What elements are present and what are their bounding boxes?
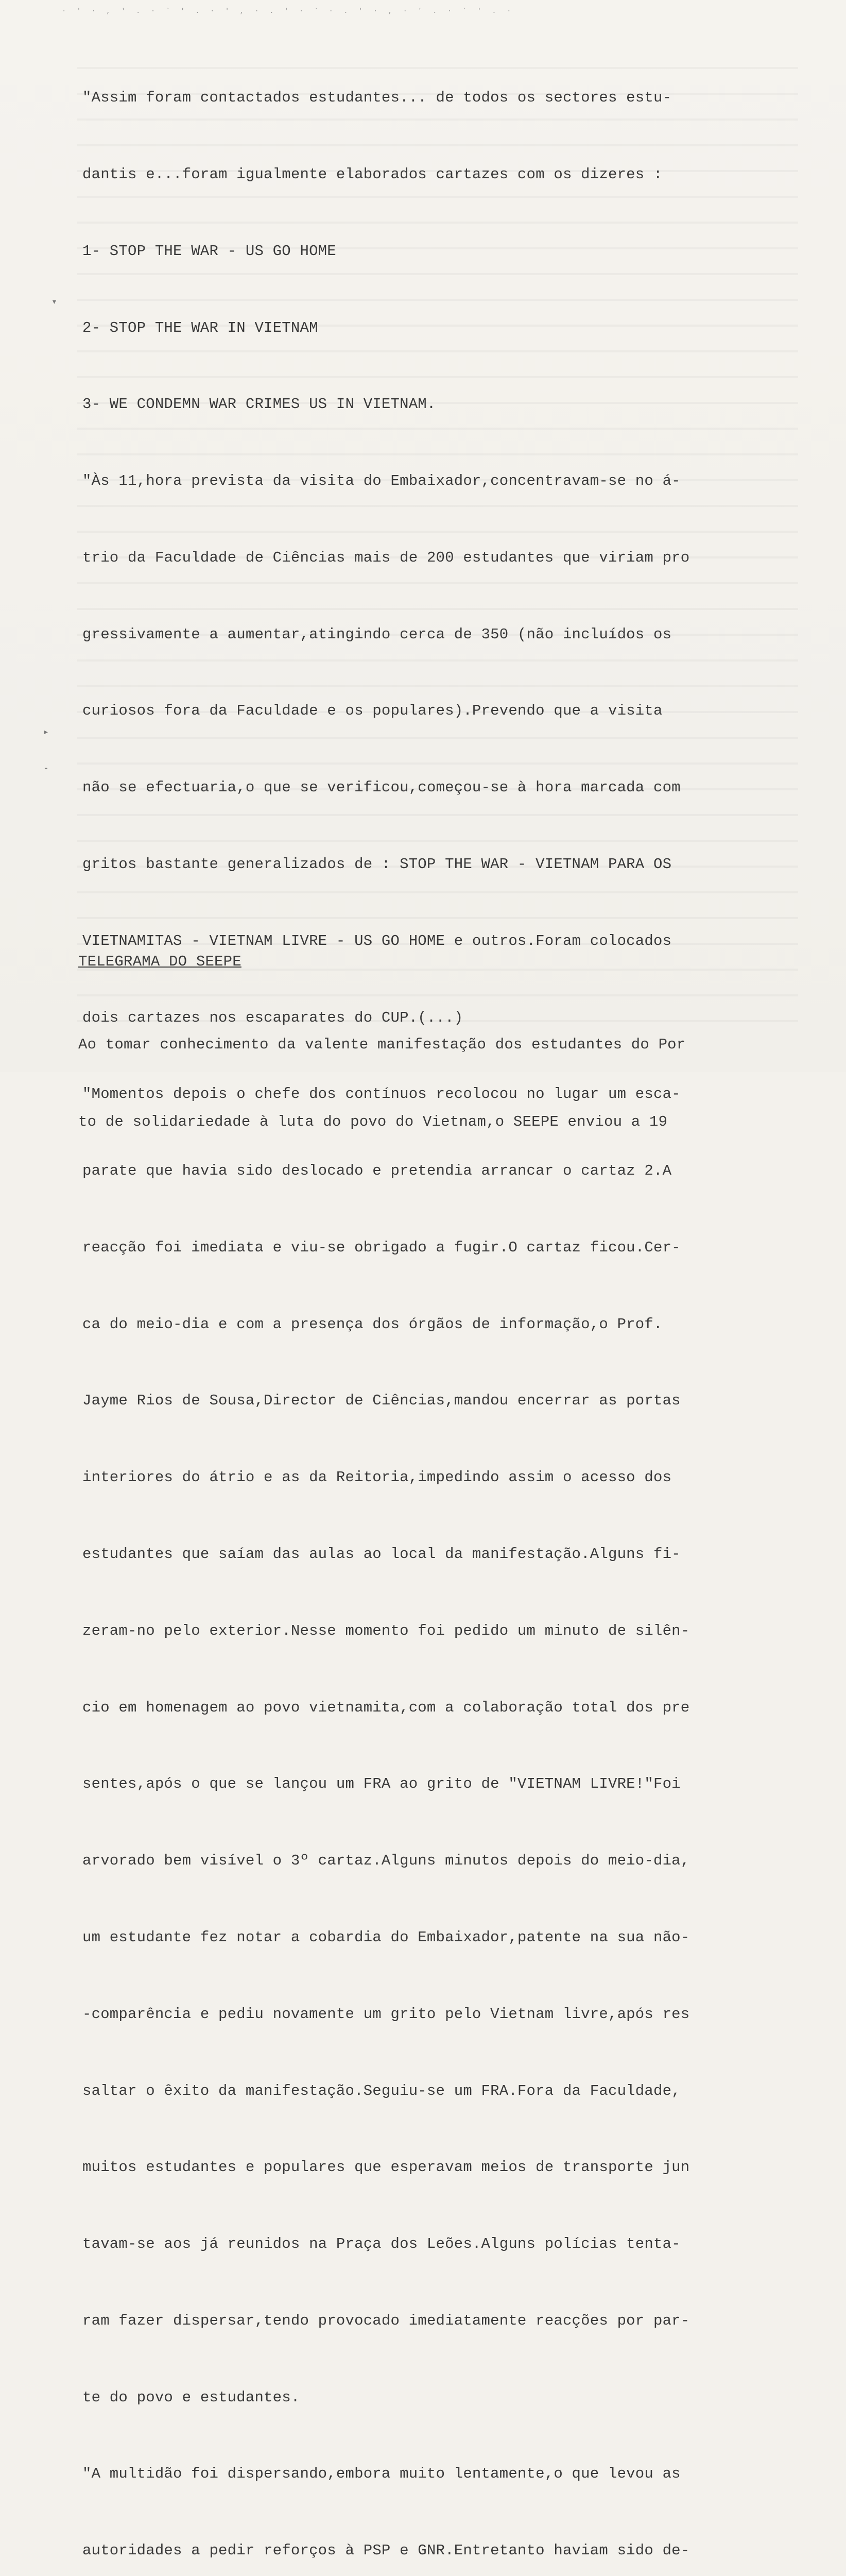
text-line: curiosos fora da Faculdade e os populares).Prevendo que a visita	[82, 702, 663, 720]
text-line: dantis e...foram igualmente elaborados cartazes com os dizeres :	[82, 165, 663, 183]
text-line: cio em homenagem ao povo vietnamita,com a colaboração total dos pre	[82, 1699, 690, 1716]
closing-text	[78, 980, 794, 1186]
text-line: autoridades a pedir reforços à PSP e GNR.Entretanto haviam sido de-	[82, 2542, 690, 2560]
text-line: "Assim foram contactados estudantes... de todos os sectores estu-	[82, 89, 672, 107]
text-line: sentes,após o que se lançou um FRA ao grito de "VIETNAM LIVRE!"Foi	[82, 1775, 681, 1793]
text-line: arvorado bem visível o 3º cartaz.Alguns minutos depois do meio-dia,	[82, 1852, 690, 1870]
text-line: -comparência e pediu novamente um grito pelo Vietnam livre,após res	[82, 2005, 690, 2023]
text-line: estudantes que saíam das aulas ao local da manifestação.Alguns fi-	[82, 1546, 681, 1563]
text-line: tavam-se aos já reunidos na Praça dos Leões.Alguns polícias tenta-	[82, 2235, 681, 2253]
text-line: gressivamente a aumentar,atingindo cerca de 350 (não incluídos os	[82, 625, 672, 643]
text-line: 3- WE CONDEMN WAR CRIMES US IN VIETNAM.	[82, 396, 436, 413]
text-line: "Às 11,hora prevista da visita do Embaixador,concentravam-se no á-	[82, 472, 681, 490]
text-line: te do povo e estudantes.	[82, 2388, 300, 2406]
text-line: um estudante fez notar a cobardia do Embaixador,patente na sua não-	[82, 1928, 690, 1946]
text-line: 1- STOP THE WAR - US GO HOME	[82, 242, 336, 260]
margin-mark: ▸	[43, 727, 49, 738]
text-line: "Momentos depois o chefe dos contínuos recolocou no lugar um esca-	[82, 1086, 681, 1103]
margin-mark: -	[43, 764, 49, 774]
text-line: dois cartazes nos escaparates do CUP.(...)	[82, 1009, 463, 1026]
text-line: não se efectuaria,o que se verificou,começou-se à hora marcada com	[82, 779, 681, 796]
text-line: to de solidariedade à luta do povo do Vietnam,o SEEPE enviou a 19	[78, 1113, 668, 1130]
text-line: trio da Faculdade de Ciências mais de 200 estudantes que viriam pro	[82, 549, 690, 566]
text-line: 2- STOP THE WAR IN VIETNAM	[82, 319, 318, 336]
body-text	[82, 34, 793, 2576]
section-heading: TELEGRAMA DO SEEPE	[78, 953, 241, 970]
text-line: muitos estudantes e populares que esperavam meios de transporte jun	[82, 2159, 690, 2176]
text-line: Ao tomar conhecimento da valente manifestação dos estudantes do Por	[78, 1036, 686, 1053]
text-line: interiores do átrio e as da Reitoria,impedindo assim o acesso dos	[82, 1469, 672, 1486]
text-line: ram fazer dispersar,tendo provocado imediatamente reacções por par-	[82, 2312, 690, 2329]
top-edge-marks: · ' · , ' . · ` ' . · ' , · . ' · ` · . ' · , · ' . · ` ' . ·	[62, 7, 514, 15]
text-line: saltar o êxito da manifestação.Seguiu-se um FRA.Fora da Faculdade,	[82, 2082, 681, 2099]
text-line: parate que havia sido deslocado e pretendia arrancar o cartaz 2.A	[82, 1162, 672, 1180]
text-line: zeram-no pelo exterior.Nesse momento foi pedido um minuto de silên-	[82, 1622, 690, 1639]
text-line: "A multidão foi dispersando,embora muito lentamente,o que levou as	[82, 2465, 681, 2483]
text-line: Jayme Rios de Sousa,Director de Ciências,mandou encerrar as portas	[82, 1392, 681, 1410]
margin-mark: ▾	[51, 297, 57, 308]
text-line: gritos bastante generalizados de : STOP THE WAR - VIETNAM PARA OS	[82, 856, 672, 873]
text-line: VIETNAMITAS - VIETNAM LIVRE - US GO HOME e outros.Foram colocados	[82, 932, 672, 950]
text-line: ca do meio-dia e com a presença dos órgãos de informação,o Prof.	[82, 1315, 663, 1333]
text-line: reacção foi imediata e viu-se obrigado a fugir.O cartaz ficou.Cer-	[82, 1239, 681, 1256]
